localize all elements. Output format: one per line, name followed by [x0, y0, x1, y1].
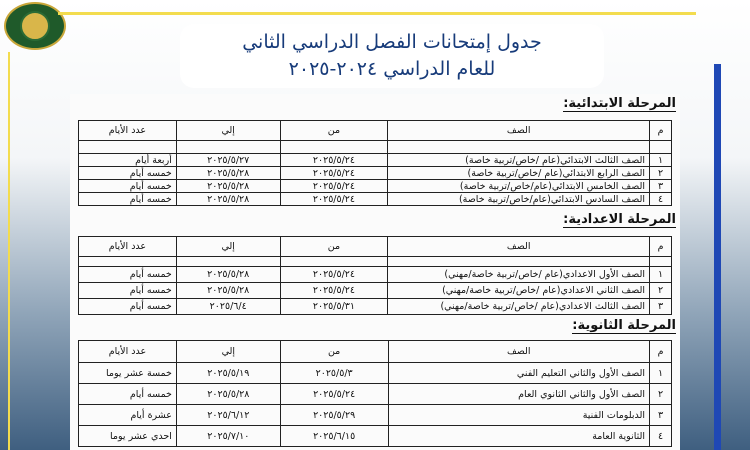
table-row	[79, 193, 672, 206]
table-row	[79, 405, 672, 426]
table-header-row	[79, 121, 672, 141]
row-days: خمسه أيام	[79, 193, 177, 206]
table-row	[79, 299, 672, 315]
row-to: ٢٠٢٥/٥/١٩	[176, 363, 280, 384]
row-num: ٢	[650, 283, 672, 299]
header-to: إلي	[176, 121, 280, 141]
row-grade: الصف الثالث الابتدائي(عام /خاص/تربية خاصة)	[388, 154, 650, 167]
row-to: ٢٠٢٥/٥/٢٧	[176, 154, 280, 167]
row-from: ٢٠٢٥/٥/٢٤	[280, 193, 388, 206]
row-from: ٢٠٢٥/٥/٣١	[280, 299, 388, 315]
row-grade: الصف الأول والثاني التعليم الفني	[388, 363, 650, 384]
row-grade: الصف الأول والثاني الثانوي العام	[388, 384, 650, 405]
header-grade: الصف	[388, 237, 650, 257]
header-num: م	[650, 121, 672, 141]
row-grade: الصف الثالث الاعدادي(عام /خاص/تربية خاصة/مهني)	[388, 299, 650, 315]
table-row	[79, 180, 672, 193]
header-num: م	[650, 341, 672, 363]
row-grade: الصف الثاني الاعدادي(عام /خاص/تربية خاصة/مهني)	[388, 283, 650, 299]
row-num: ٤	[650, 426, 672, 447]
row-to: ٢٠٢٥/٦/١٢	[176, 405, 280, 426]
row-from: ٢٠٢٥/٥/٣	[280, 363, 388, 384]
row-to: ٢٠٢٥/٥/٢٨	[176, 167, 280, 180]
table-row	[79, 426, 672, 447]
table-primary	[78, 120, 672, 206]
page-title: جدول إمتحانات الفصل الدراسي الثاني	[242, 31, 542, 53]
title-box	[180, 24, 604, 88]
row-days: خمسه أيام	[79, 384, 177, 405]
row-from: ٢٠٢٥/٥/٢٩	[280, 405, 388, 426]
row-num: ٢	[650, 384, 672, 405]
row-days: خمسه أيام	[79, 283, 177, 299]
row-days: أربعة أيام	[79, 154, 177, 167]
row-num: ١	[650, 363, 672, 384]
header-days: عدد الأيام	[79, 121, 177, 141]
schedule-document	[70, 94, 680, 450]
header-grade: الصف	[388, 341, 650, 363]
row-num: ٣	[650, 405, 672, 426]
row-to: ٢٠٢٥/٦/٤	[176, 299, 280, 315]
header-from: من	[280, 341, 388, 363]
decorative-yellow-line-left	[8, 52, 10, 450]
row-grade: الصف الرابع الابتدائي(عام /خاص/تربية خاصة)	[388, 167, 650, 180]
row-grade: الصف الخامس الابتدائي(عام/خاص/تربية خاصة)	[388, 180, 650, 193]
row-days: خمسه أيام	[79, 299, 177, 315]
decorative-blue-bar-right	[714, 64, 721, 450]
row-from: ٢٠٢٥/٥/٢٤	[280, 167, 388, 180]
section-title-primary: المرحلة الابتدائية:	[563, 96, 676, 111]
header-to: إلي	[176, 341, 280, 363]
row-grade: الصف الأول الاعدادي(عام /خاص/تربية خاصة/مهني)	[388, 267, 650, 283]
row-num: ٤	[650, 193, 672, 206]
table-header-row	[79, 237, 672, 257]
row-to: ٢٠٢٥/٥/٢٨	[176, 283, 280, 299]
row-grade: الثانوية العامة	[388, 426, 650, 447]
row-days: خمسه أيام	[79, 267, 177, 283]
row-from: ٢٠٢٥/٥/٢٤	[280, 154, 388, 167]
row-from: ٢٠٢٥/٥/٢٤	[280, 180, 388, 193]
row-days: خمسه أيام	[79, 180, 177, 193]
row-to: ٢٠٢٥/٥/٢٨	[176, 180, 280, 193]
page-subtitle: للعام الدراسي ٢٠٢٤-٢٠٢٥	[288, 58, 496, 80]
row-to: ٢٠٢٥/٥/٢٨	[176, 193, 280, 206]
row-num: ٢	[650, 167, 672, 180]
row-num: ١	[650, 267, 672, 283]
table-preparatory	[78, 236, 672, 315]
row-num: ٣	[650, 299, 672, 315]
row-from: ٢٠٢٥/٥/٢٤	[280, 384, 388, 405]
header-grade: الصف	[388, 121, 650, 141]
header-days: عدد الأيام	[79, 237, 177, 257]
row-to: ٢٠٢٥/٥/٢٨	[176, 384, 280, 405]
table-secondary	[78, 340, 672, 447]
section-title-secondary: المرحلة الثانوية:	[572, 318, 676, 333]
row-to: ٢٠٢٥/٥/٢٨	[176, 267, 280, 283]
header-to: إلي	[176, 237, 280, 257]
row-days: خمسة عشر يوما	[79, 363, 177, 384]
ministry-logo	[4, 2, 66, 50]
header-days: عدد الأيام	[79, 341, 177, 363]
decorative-yellow-line-top	[58, 12, 696, 15]
table-row	[79, 283, 672, 299]
row-grade: الدبلومات الفنية	[388, 405, 650, 426]
row-num: ٣	[650, 180, 672, 193]
table-row	[79, 154, 672, 167]
header-num: م	[650, 237, 672, 257]
table-row	[79, 363, 672, 384]
section-title-preparatory: المرحلة الاعدادية:	[563, 212, 676, 227]
row-days: احدي عشر يوما	[79, 426, 177, 447]
row-grade: الصف السادس الابتدائي(عام/خاص/تربية خاصة)	[388, 193, 650, 206]
table-header-row	[79, 341, 672, 363]
header-from: من	[280, 121, 388, 141]
row-days: خمسه أيام	[79, 167, 177, 180]
row-to: ٢٠٢٥/٧/١٠	[176, 426, 280, 447]
table-row	[79, 384, 672, 405]
row-from: ٢٠٢٥/٥/٢٤	[280, 283, 388, 299]
row-days: عشرة أيام	[79, 405, 177, 426]
row-from: ٢٠٢٥/٥/٢٤	[280, 267, 388, 283]
row-from: ٢٠٢٥/٦/١٥	[280, 426, 388, 447]
row-num: ١	[650, 154, 672, 167]
table-row	[79, 167, 672, 180]
table-row	[79, 267, 672, 283]
header-from: من	[280, 237, 388, 257]
